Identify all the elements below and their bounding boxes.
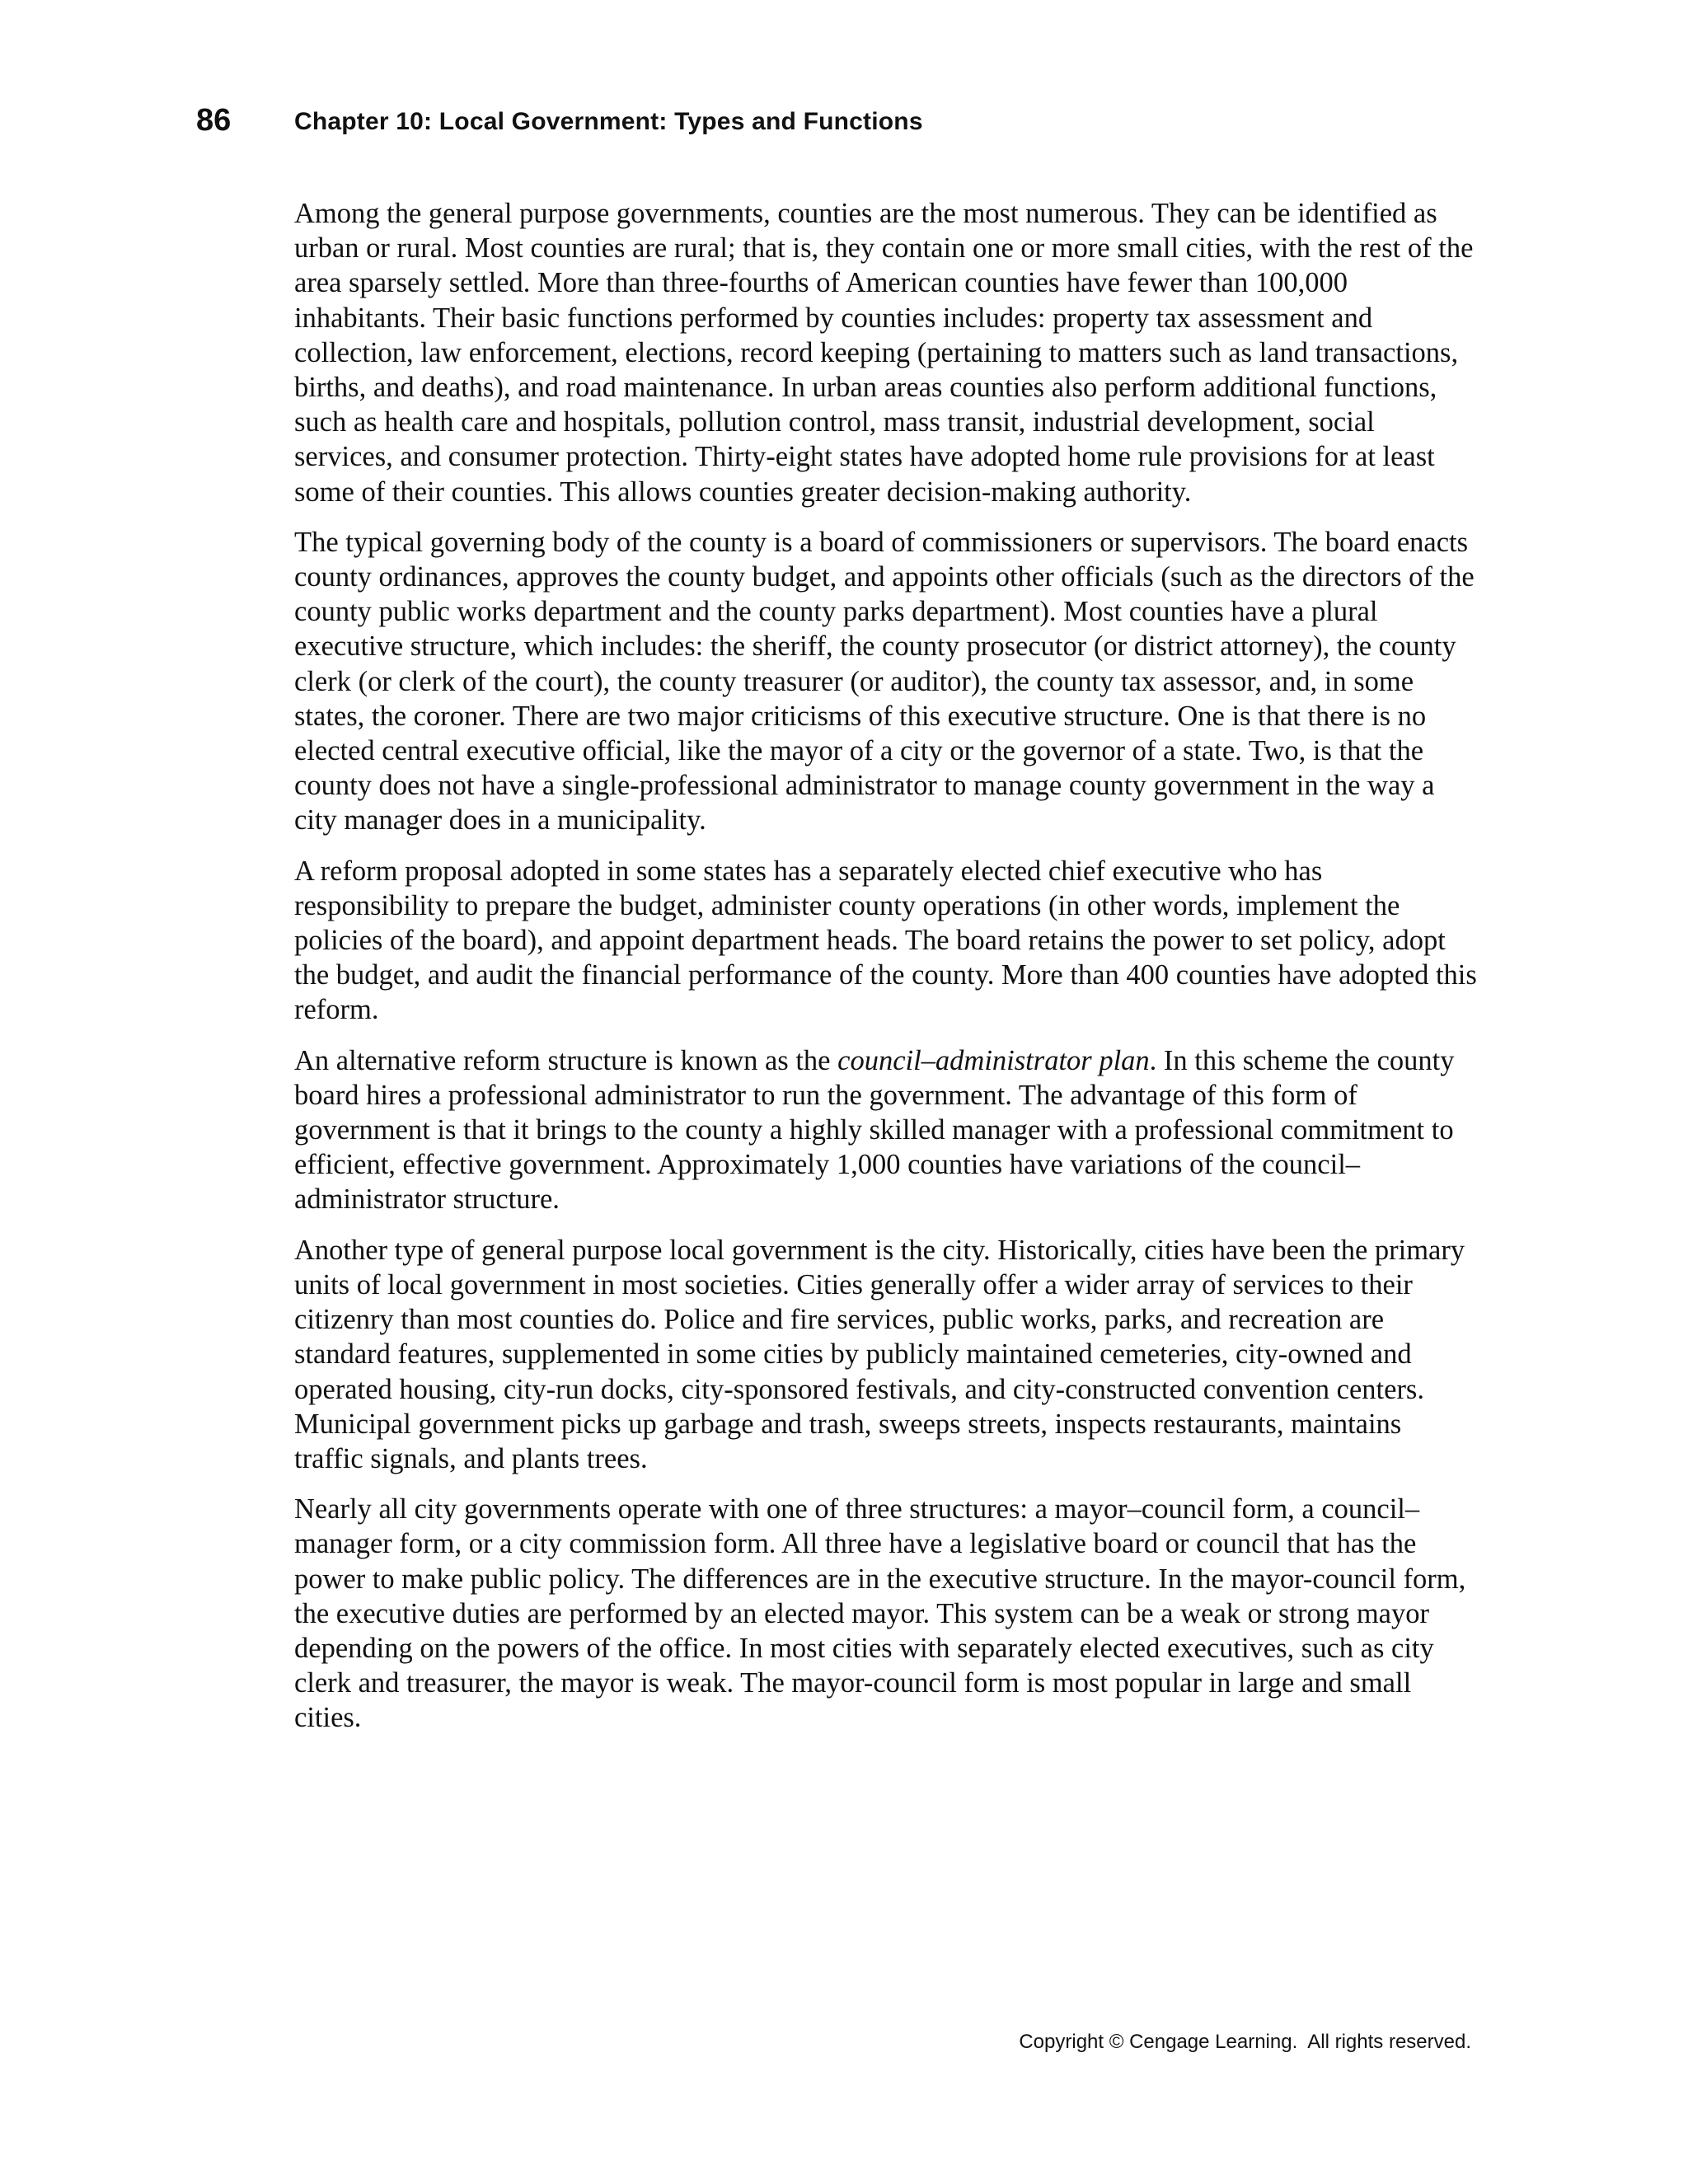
copyright-footer: Copyright © Cengage Learning. All rights reserved.: [1019, 2031, 1471, 2053]
page-header: [0, 101, 1688, 140]
chapter-title: Chapter 10: Local Government: Types and Functions: [294, 108, 923, 135]
paragraph-council-administrator-plan: [294, 1043, 1477, 1217]
paragraph-reform-proposal: A reform proposal adopted in some states has a separately elected chief executive who has responsibility to prepare the budget, administer county operations (in other words, implement the policies of the board), and appoint department heads. The board retains the power to set policy, adopt the budget, and audit the financial performance of the county. More than 400 counties have adopted this reform.: [294, 855, 1477, 1026]
body-text: [294, 196, 1477, 1751]
paragraph-county-governing-body: The typical governing body of the county is a board of commissioners or supervisors. The board enacts county ordinances, approves the county budget, and appoints other officials (such as the directors of the county public works department and the county parks department). Most counties have a plural executive structure, which includes: the sheriff, the county prosecutor (or district attorney), the county clerk (or clerk of the court), the county treasurer (or auditor), the county tax assessor, and, in some states, the coroner. There are two major criticisms of this executive structure. One is that there is no elected central executive official, like the mayor of a city or the governor of a state. Two, is that the county does not have a single-professional administrator to manage county government in the way a city manager does in a municipality.: [294, 526, 1475, 837]
page-number: 86: [196, 103, 232, 138]
paragraph-counties-overview: Among the general purpose governments, counties are the most numerous. They can be identified as urban or rural. Most counties are rural; that is, they contain one or more small cities, with the rest of the area sparsely settled. More than three-fourths of American counties have fewer than 100,000 inhabitants. Their basic functions performed by counties includes: property tax assessment and collection, law enforcement, elections, record keeping (pertaining to matters such as land transactions, births, and deaths), and road maintenance. In urban areas counties also perform additional functions, such as health care and hospitals, pollution control, mass transit, industrial development, social services, and consumer protection. Thirty-eight states have adopted home rule provisions for at least some of their counties. This allows counties greater decision-making authority.: [294, 198, 1474, 508]
paragraph-city-structures: Nearly all city governments operate with one of three structures: a mayor–council form, a council–manager form, or a city commission form. All three have a legislative board or council that has the power to make public policy. The differences are in the executive structure. In the mayor-council form, the executive duties are performed by an elected mayor. This system can be a weak or strong mayor depending on the powers of the office. In most cities with separately elected executives, such as city clerk and treasurer, the mayor is weak. The mayor-council form is most popular in large and small cities.: [294, 1493, 1466, 1734]
paragraph-text-after-term: . In this scheme the county board hires a professional administrator to run the government. The advantage of this form of government is that it brings to the county a highly skilled manager with a professional commitment to efficient, effective government. Approximately 1,000 counties have variations of the council–administrator structure.: [294, 1044, 1455, 1216]
paragraph-city-government: Another type of general purpose local government is the city. Historically, cities have been the primary units of local government in most societies. Cities generally offer a wider array of services to their citizenry than most counties do. Police and fire services, public works, parks, and recreation are standard features, supplemented in some cities by publicly maintained cemeteries, city-owned and operated housing, city-run docks, city-sponsored festivals, and city-constructed convention centers. Municipal government picks up garbage and trash, sweeps streets, inspects restaurants, maintains traffic signals, and plants trees.: [294, 1234, 1465, 1474]
italic-term: council–administrator plan: [837, 1044, 1150, 1076]
paragraph-text-before-term: An alternative reform structure is known as the: [294, 1044, 838, 1076]
